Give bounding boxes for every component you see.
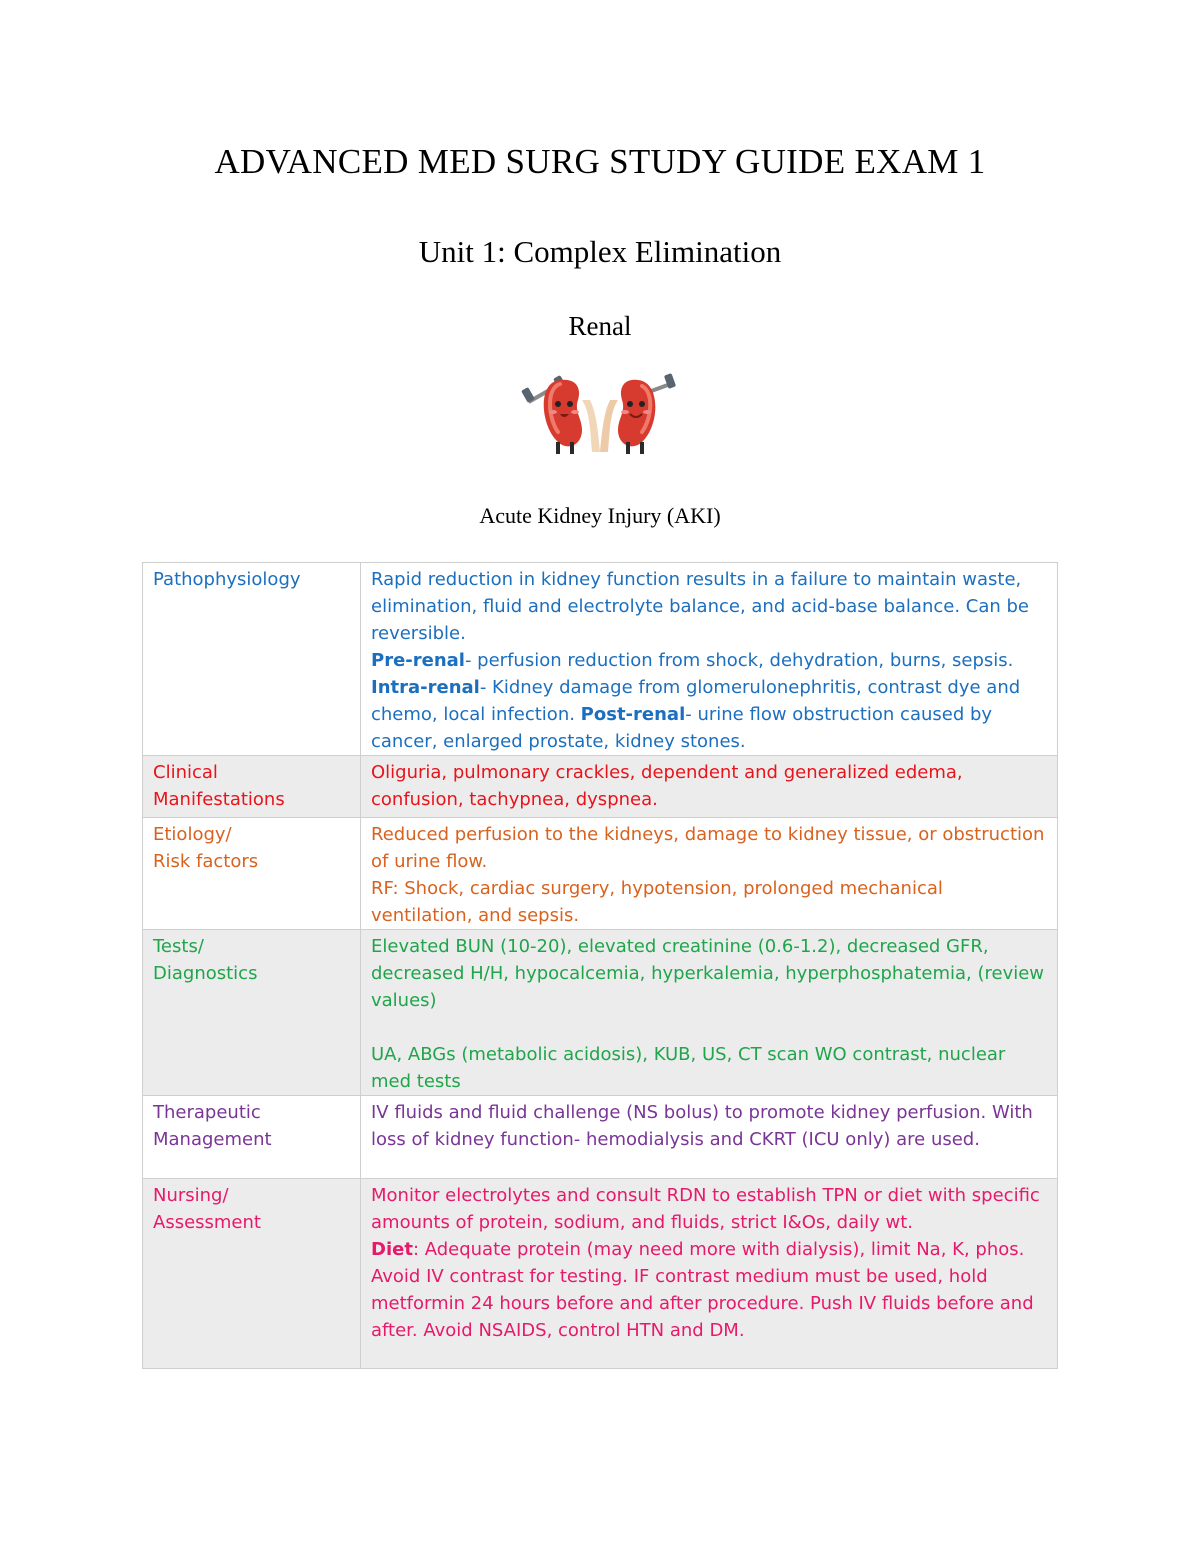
row-label xyxy=(143,1096,361,1179)
row-content xyxy=(361,756,1058,818)
kidney-illustration xyxy=(520,360,680,460)
row-label-line2: Diagnostics xyxy=(153,963,258,984)
unit-heading: Unit 1: Complex Elimination xyxy=(418,234,782,269)
row-content xyxy=(361,930,1058,1096)
row-label-line2: Management xyxy=(153,1129,272,1150)
row-label xyxy=(143,563,361,756)
diet-text: : Adequate protein (may need more with dialysis), limit Na, K, phos. xyxy=(412,1239,1025,1260)
diagnostic-tests-text: UA, ABGs (metabolic acidosis), KUB, US, CT scan WO contrast, nuclear med tests xyxy=(371,1044,1006,1092)
nursing-monitor-text: Monitor electrolytes and consult RDN to establish TPN or diet with specific amounts of protein, sodium, and fluids, strict I&Os, daily wt. xyxy=(371,1185,1040,1233)
intra-renal-label: Intra-renal xyxy=(371,677,480,698)
document-title: ADVANCED MED SURG STUDY GUIDE EXAM 1 xyxy=(214,142,986,181)
patho-text: Rapid reduction in kidney function results in a failure to maintain waste, elimination, fluid and electrolyte balance, and acid-base balance. Can be reversible. xyxy=(371,569,1029,644)
contrast-text: Avoid IV contrast for testing. IF contrast medium must be used, hold metformin 24 hours before and after procedure. Push IV fluids before and after. Avoid NSAIDS, control HTN and DM. xyxy=(371,1266,1034,1341)
row-label-line1: Therapeutic xyxy=(153,1102,261,1123)
section-heading: Renal xyxy=(568,311,632,341)
row-label-line2: Manifestations xyxy=(153,789,285,810)
spacer xyxy=(371,1014,1047,1041)
post-renal-label: Post-renal xyxy=(580,704,686,725)
table-row-etiology xyxy=(143,818,1058,930)
table-title: Acute Kidney Injury (AKI) xyxy=(479,503,721,528)
pre-renal-label: Pre-renal xyxy=(371,650,465,671)
intra-renal-text: - Kidney damage from glomerulonephritis, contrast dye and chemo, local infection. xyxy=(371,677,1021,725)
row-label-line1: Tests/ xyxy=(153,936,204,957)
clinical-text: Oliguria, pulmonary crackles, dependent and generalized edema, confusion, tachypnea, dyspnea. xyxy=(371,762,963,810)
row-label-text: Pathophysiology xyxy=(153,569,301,590)
risk-factors-text: RF: Shock, cardiac surgery, hypotension, prolonged mechanical ventilation, and sepsis. xyxy=(371,878,943,926)
row-content xyxy=(361,1096,1058,1179)
row-label-line2: Assessment xyxy=(153,1212,261,1233)
row-content xyxy=(361,1179,1058,1369)
table-row-tests xyxy=(143,930,1058,1096)
pre-renal-text: - perfusion reduction from shock, dehydration, burns, sepsis. xyxy=(464,650,1014,671)
row-label-line1: Nursing/ xyxy=(153,1185,229,1206)
row-content xyxy=(361,818,1058,930)
table-row-nursing xyxy=(143,1179,1058,1369)
row-label xyxy=(143,1179,361,1369)
diet-label: Diet xyxy=(371,1239,413,1260)
therapeutic-text: IV fluids and fluid challenge (NS bolus) to promote kidney perfusion. With loss of kidney function- hemodialysis and CKRT (ICU only) are used. xyxy=(371,1102,1033,1150)
row-label xyxy=(143,818,361,930)
post-renal-text: - urine flow obstruction caused by cancer, enlarged prostate, kidney stones. xyxy=(371,704,993,752)
lab-values-text: Elevated BUN (10-20), elevated creatinine (0.6-1.2), decreased GFR, decreased H/H, hypocalcemia, hyperkalemia, hyperphosphatemia, (review values) xyxy=(371,936,1045,1011)
row-label xyxy=(143,930,361,1096)
row-content xyxy=(361,563,1058,756)
row-label-line1: Clinical xyxy=(153,762,218,783)
row-label-line1: Etiology/ xyxy=(153,824,232,845)
row-label xyxy=(143,756,361,818)
aki-table xyxy=(142,562,1058,1369)
row-label-line2: Risk factors xyxy=(153,851,259,872)
table-row-pathophysiology xyxy=(143,563,1058,756)
table-row-therapeutic xyxy=(143,1096,1058,1179)
table-row-clinical xyxy=(143,756,1058,818)
etiology-text: Reduced perfusion to the kidneys, damage to kidney tissue, or obstruction of urine flow. xyxy=(371,824,1045,872)
